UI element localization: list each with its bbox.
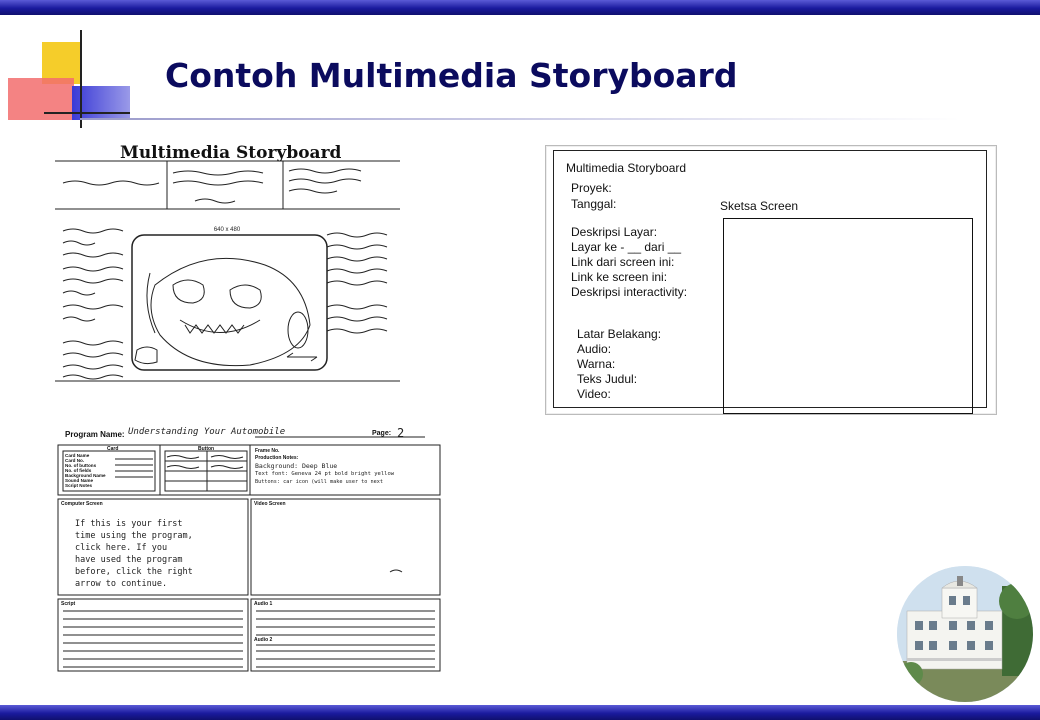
field-teks-judul: Teks Judul: [577, 372, 638, 386]
storyboard-sketch-image [55, 135, 400, 387]
field-deskripsi-layar: Deskripsi Layar: [571, 225, 658, 239]
card-field-5: Sound Name [65, 478, 94, 483]
handwritten-line-4: before, click the right [75, 567, 193, 577]
field-layar-ke: Layar ke - __ dari __ [571, 240, 682, 254]
storyboard-form-image [545, 145, 997, 415]
sketch-screen-label: Sketsa Screen [720, 199, 799, 213]
sketch-screen-box [723, 218, 973, 414]
audio2-label: Audio 2 [254, 637, 273, 643]
bottom-bar [0, 705, 1040, 720]
field-audio: Audio: [577, 342, 612, 356]
title-rule [80, 118, 960, 120]
slide-title: Contoh Multimedia Storyboard [165, 56, 738, 95]
note-background: Background: Deep Blue [255, 462, 338, 470]
program-name-value: Understanding Your Automobile [128, 427, 286, 437]
form-border [553, 150, 987, 408]
page-label: Page: [372, 430, 392, 437]
handwritten-line-2: click here. If you [75, 543, 168, 553]
card-field-1: Card No. [65, 458, 85, 463]
field-link-ke: Link ke screen ini: [571, 270, 668, 284]
handwritten-line-3: have used the program [75, 555, 183, 565]
form-title: Multimedia Storyboard [566, 161, 687, 175]
card-field-4: Background Name [65, 473, 106, 478]
card-field-6: Script Notes [65, 483, 93, 488]
card-label: Card [107, 446, 119, 452]
sketch1-heading: Multimedia Storyboard [120, 143, 342, 163]
screen-size-label: 640 x 480 [213, 227, 241, 233]
frame-label: Frame No. [255, 448, 280, 454]
handwritten-line-1: time using the program, [75, 531, 193, 541]
card-field-0: Card Name [65, 453, 90, 458]
script-label: Script [61, 601, 76, 607]
page-value: 2 [397, 426, 405, 440]
card-field-3: No. of fields [65, 468, 92, 473]
field-tanggal: Tanggal: [571, 197, 617, 211]
field-deskripsi-interactivity: Deskripsi interactivity: [571, 285, 688, 299]
field-warna: Warna: [577, 357, 616, 371]
field-video: Video: [577, 387, 611, 401]
handwritten-line-5: arrow to continue. [75, 579, 168, 589]
production-notes-label: Production Notes: [255, 455, 299, 461]
audio1-label: Audio 1 [254, 601, 273, 607]
field-link-dari: Link dari screen ini: [571, 255, 675, 269]
program-storyboard-image [55, 425, 445, 675]
note-buttons: Buttons: car icon (will make user to next [255, 479, 384, 485]
card-field-2: No. of buttons [65, 463, 97, 468]
program-name-label: Program Name: [65, 430, 125, 439]
note-text-font: Text font: Geneva 24 pt bold bright yellow [255, 471, 395, 477]
computer-screen-label: Computer Screen [61, 501, 103, 507]
building-photo [897, 566, 1033, 702]
button-label: Button [198, 446, 215, 452]
handwritten-line-0: If this is your first [75, 519, 183, 529]
field-latar-belakang: Latar Belakang: [577, 327, 662, 341]
top-bar [0, 0, 1040, 15]
video-screen-label: Video Screen [254, 501, 286, 507]
field-proyek: Proyek: [571, 181, 612, 195]
